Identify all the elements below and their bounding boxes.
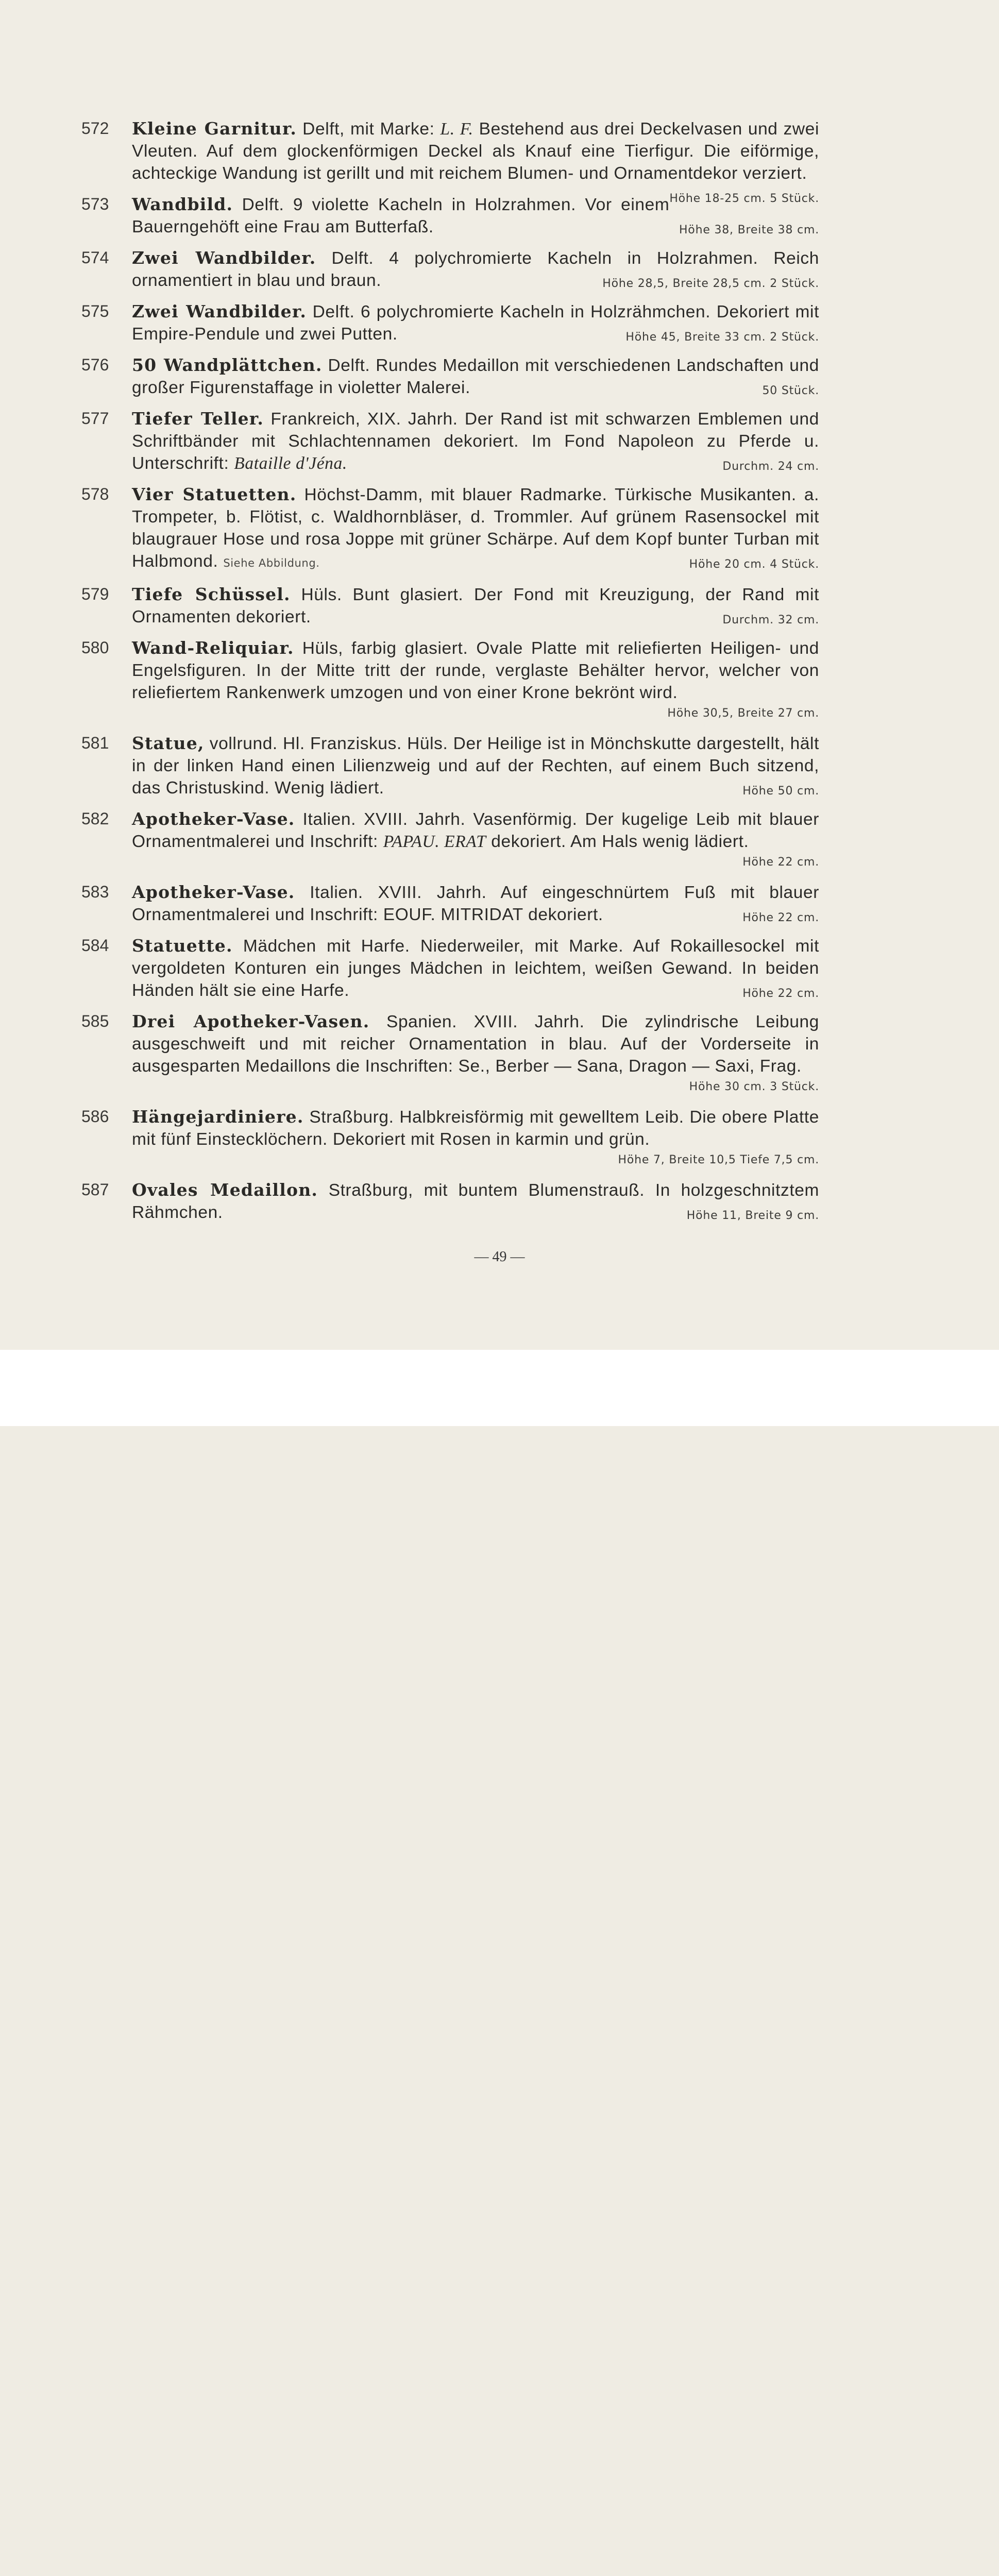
catalog-entry [81,1010,819,1097]
entry-title: Ovales Medaillon. [132,1180,318,1200]
entry-number: 572 [81,119,109,138]
entry-dimensions: Höhe 22 cm. [742,987,819,1000]
catalog-entries [81,117,819,1232]
entry-dimensions: Höhe 7, Breite 10,5 Tiefe 7,5 cm. [618,1154,819,1166]
entry-dimensions: Höhe 18-25 cm. 5 Stück. [669,192,819,205]
illustration-note: Siehe Abbildung. [223,557,320,569]
entry-text: Spanien. XVIII. Jahrh. Die zylindrische Leibung ausgeschweift und mit reicher Ornamentation in blau. Auf der Vorderseite in ausgesparten Medaillons die Inschriften: Se., Berber — Sana, Dragon — Saxi, Frag. [132,1012,820,1076]
entry-dimensions: Höhe 45, Breite 33 cm. 2 Stück. [625,331,819,344]
entry-text: Hüls. Bunt glasiert. Der Fond mit Kreuzigung, der Rand mit Ornamenten dekoriert. [132,585,820,626]
entry-dimensions: Höhe 11, Breite 9 cm. [686,1209,819,1222]
entry-title: Apotheker-Vase. [132,809,295,829]
entry-number: 585 [81,1012,109,1030]
catalog-entry [81,354,819,399]
entry-text: Frankreich, XIX. Jahrh. Der Rand ist mit schwarzen Emblemen und Schriftbänder mit Schlachtennamen dekoriert. Im Fond Napoleon zu Pferde u. Unterschrift: [132,410,820,473]
entry-text: vollrund. Hl. Franziskus. Hüls. Der Heilige ist in Mönchskutte dargestellt, hält in der linken Hand einen Lilienzweig und auf der Rechten, auf einem Buch sitzend, das Christuskind. Wenig lädiert. [132,734,819,798]
catalog-entry [81,881,819,926]
catalog-entry [81,193,819,238]
entry-title: Vier Statuetten. [132,484,297,504]
entry-text: Straßburg. Halbkreisförmig mit gewelltem Leib. Die obere Platte mit fünf Einstecklöchern. Dekoriert mit Rosen in karmin und grün. [132,1108,819,1149]
catalog-entry [81,483,819,574]
entry-title: Statuette. [132,936,233,956]
entry-title: Apotheker-Vase. [132,882,295,902]
entry-dimensions: Höhe 50 cm. [742,785,819,798]
entry-number: 577 [81,409,109,428]
entry-dimensions: Höhe 38, Breite 38 cm. [679,224,819,236]
entry-title: Kleine Garnitur. [132,118,297,139]
entry-inscription: PAPAU. ERAT [383,832,486,851]
entry-number: 579 [81,585,109,603]
entry-title: Hängejardiniere. [132,1107,304,1127]
entry-number: 573 [81,195,109,213]
entry-number: 580 [81,638,109,657]
entry-text: Straßburg, mit buntem Blumenstrauß. In holzgeschnitztem Rähmchen. [132,1181,819,1222]
page-number: — 49 — [474,1249,525,1265]
entry-dimensions: Höhe 30 cm. 3 Stück. [689,1080,819,1093]
entry-number: 584 [81,936,109,955]
entry-title: Drei Apotheker-Vasen. [132,1011,370,1031]
catalog-entry [81,935,819,1002]
entry-number: 576 [81,355,109,374]
entry-text: dekoriert. Am Hals wenig lädiert. [486,832,749,851]
catalog-entry [81,583,819,628]
entry-title: Wandbild. [132,194,233,214]
entry-dimensions: Höhe 22 cm. [742,856,819,869]
entry-text: Italien. XVIII. Jahrh. Vasenförmig. Der kugelige Leib mit blauer Ornamentmalerei und Inschrift: [132,810,819,851]
entry-text: Delft. 9 violette Kacheln in Holzrahmen. Vor einem Bauerngehöft eine Frau am Butterfaß. [132,195,670,236]
entry-dimensions: Durchm. 32 cm. [722,614,819,626]
entry-title: Tiefe Schüssel. [132,584,291,604]
entry-title: Zwei Wandbilder. [132,248,316,268]
entry-number: 587 [81,1180,109,1199]
entry-text: Delft. 4 polychromierte Kacheln in Holzrahmen. Reich ornamentiert in blau und braun. [132,249,819,290]
entry-text: Delft. Rundes Medaillon mit verschiedenen Landschaften und großer Figurenstaffage in violetter Malerei. [132,356,819,397]
catalog-entry [81,808,819,872]
entry-title: Wand-Reliquiar. [132,638,294,658]
entry-title: Statue, [132,733,205,753]
entry-dimensions: Höhe 30,5, Breite 27 cm. [667,707,819,720]
digitization-footer [0,1350,999,1426]
catalog-entry [81,1106,819,1170]
entry-title: Tiefer Teller. [132,409,264,429]
entry-dimensions: Höhe 22 cm. [742,911,819,924]
entry-number: 578 [81,485,109,503]
entry-dimensions: Höhe 28,5, Breite 28,5 cm. 2 Stück. [602,277,819,290]
entry-title: Zwei Wandbilder. [132,301,307,321]
catalog-entry [81,247,819,292]
catalog-entry [81,1179,819,1224]
entry-dimensions: Höhe 20 cm. 4 Stück. [689,558,819,571]
entry-text: Höchst-Damm, mit blauer Radmarke. Türkische Musikanten. a. Trompeter, b. Flötist, c. Waldhornbläser, d. Trommler. Auf grünem Rasensockel mit blaugrauer Hose und rosa Joppe mit grüner Schärpe. Auf dem Kopf bunter Turban mit Halbmond. [132,485,819,571]
entry-text: Italien. XVIII. Jahrh. Auf eingeschnürtem Fuß mit blauer Ornamentmalerei und Inschrift: EOUF. MITRIDAT dekoriert. [132,883,819,924]
catalog-entry [81,300,819,345]
entry-text: Bestehend aus drei Deckelvasen und zwei Vleuten. Auf dem glockenförmigen Deckel als Knauf eine Tierfigur. Die eiförmige, achteckige Wandung ist gerillt und mit reichem Blumen- und Ornamentdekor verziert. [132,120,819,183]
entry-dimensions: Durchm. 24 cm. [722,460,819,473]
entry-number: 583 [81,883,109,901]
entry-text: Mädchen mit Harfe. Niederweiler, mit Marke. Auf Rokaillesockel mit vergoldeten Konturen ein junges Mädchen in leichtem, weißen Gewand. In beiden Händen hält sie eine Harfe. [132,937,819,1000]
entry-mark: L. F. [440,120,473,139]
catalog-entry [81,408,819,474]
entry-inscription: Bataille d'Jéna. [234,454,347,473]
entry-number: 581 [81,734,109,752]
entry-number: 574 [81,248,109,267]
entry-text: Hüls, farbig glasiert. Ovale Platte mit reliefierten Heiligen- und Engelsfiguren. In der Mitte tritt der runde, verglaste Behälter hervor, welcher von reliefiertem Rankenwerk umzogen und von einer Krone bekrönt wird. [132,639,819,702]
entry-number: 575 [81,302,109,320]
entry-dimensions: 50 Stück. [762,384,819,397]
entry-title: 50 Wandplättchen. [132,355,323,375]
entry-number: 582 [81,809,109,828]
catalog-entry [81,732,819,799]
entry-number: 586 [81,1107,109,1126]
catalog-entry [81,637,819,723]
entry-text: Delft. 6 polychromierte Kacheln in Holzrähmchen. Dekoriert mit Empire-Pendule und zwei Putten. [132,302,819,344]
entry-text: Delft, mit Marke: [297,120,441,139]
